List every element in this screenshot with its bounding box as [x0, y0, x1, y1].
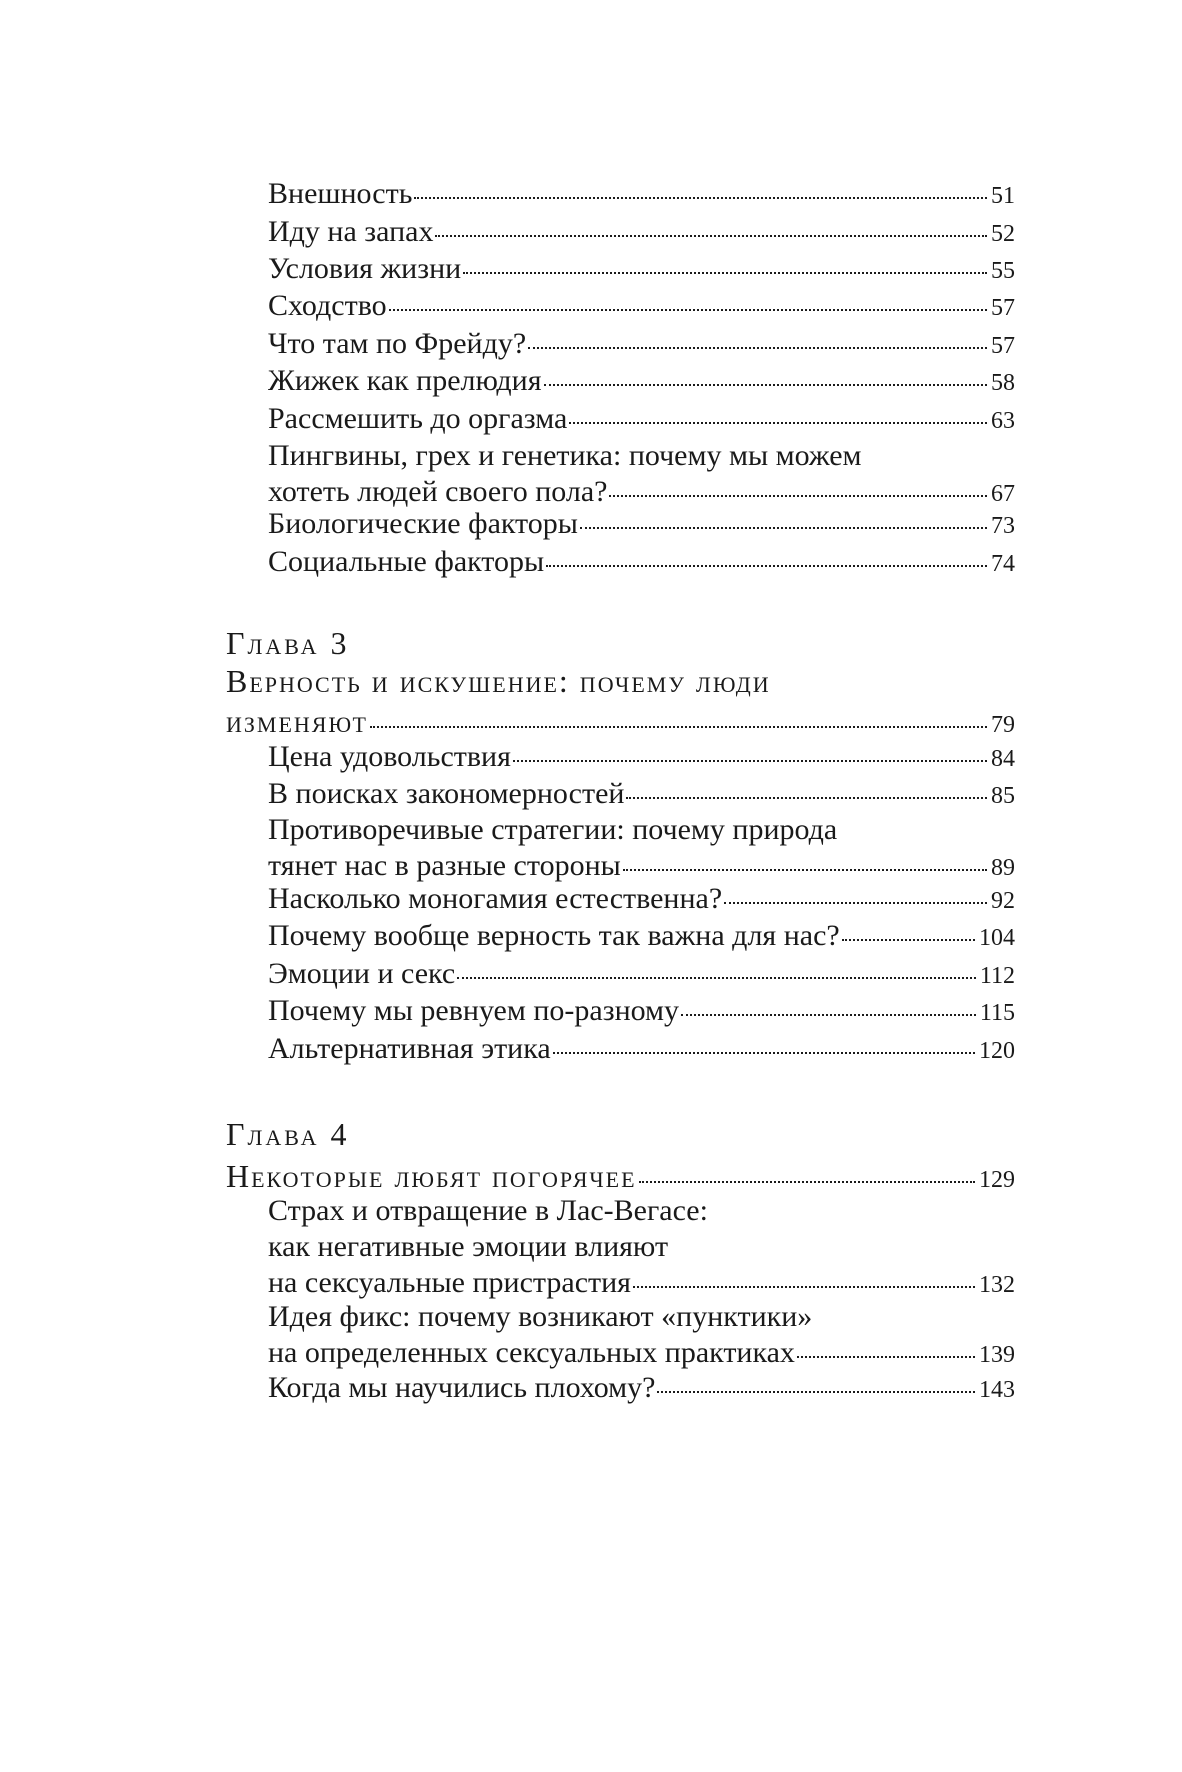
- toc-entry: [268, 881, 1015, 919]
- dot-leader: [414, 197, 987, 199]
- dot-leader: [370, 726, 987, 728]
- dot-leader: [513, 760, 987, 762]
- toc-entry-page: 132: [979, 1272, 1015, 1298]
- toc-entry-page: 67: [991, 481, 1015, 507]
- toc-entry-page: 57: [991, 295, 1015, 321]
- toc-entry-title-line: Пингвины, грех и генетика: почему мы можем: [268, 439, 862, 472]
- dot-leader: [657, 1391, 975, 1393]
- dot-leader: [528, 347, 987, 349]
- toc-entry: [268, 544, 1015, 582]
- toc-entry-page: 73: [991, 513, 1015, 539]
- toc-entry-page: 58: [991, 370, 1015, 396]
- toc-entry-title-line: Противоречивые стратегии: почему природа: [268, 813, 838, 846]
- toc-entry-title: Внешность: [268, 177, 413, 210]
- toc-entry: [268, 401, 1015, 439]
- toc-entry-last-line: [268, 1265, 1015, 1303]
- toc-entry: [268, 956, 1015, 994]
- toc-entry: [268, 776, 1015, 814]
- dot-leader: [633, 1286, 975, 1288]
- toc-entry: [268, 812, 1015, 886]
- toc-entry-page: 112: [979, 963, 1015, 989]
- toc-entry-page: 89: [991, 855, 1015, 881]
- toc-entry: [268, 214, 1015, 252]
- toc-entry-title: Альтернативная этика: [268, 1032, 551, 1065]
- dot-leader: [553, 1052, 975, 1054]
- chapter-title-line: изменяют: [226, 703, 368, 739]
- dot-leader: [681, 1014, 976, 1016]
- toc-entry-page: 120: [979, 1038, 1015, 1064]
- toc-entry: [268, 326, 1015, 364]
- toc-entry-title: Почему мы ревнуем по-разному: [268, 994, 680, 1027]
- toc-entry-title: Социальные факторы: [268, 545, 545, 578]
- toc-entry: [268, 918, 1015, 956]
- toc-entry-title: Условия жизни: [268, 252, 462, 285]
- toc-entry-title-line: Страх и отвращение в Лас-Вегасе:: [268, 1194, 708, 1227]
- dot-leader: [463, 272, 987, 274]
- toc-entry-title: Почему вообще верность так важна для нас?: [268, 919, 840, 952]
- chapter-title-line: Верность и искушение: почему люди: [226, 663, 771, 699]
- toc-entry-title: Биологические факторы: [268, 507, 578, 540]
- dot-leader: [389, 309, 987, 311]
- toc-entry-title: Что там по Фрейду?: [268, 327, 527, 360]
- toc-entry: [268, 1031, 1015, 1069]
- dot-leader: [569, 422, 987, 424]
- toc-entry: [268, 438, 1015, 512]
- toc-entry: [268, 1193, 1015, 1303]
- toc-entry-title: Рассмешить до оргазма: [268, 402, 568, 435]
- toc-entry-last-line: [268, 1335, 1015, 1373]
- toc-entry-page: 104: [979, 925, 1015, 951]
- toc-entry-title: Насколько моногамия естественна?: [268, 882, 723, 915]
- toc-entry-page: 84: [991, 746, 1015, 772]
- toc-entry-title: Жижек как прелюдия: [268, 364, 542, 397]
- toc-entry-page: 63: [991, 408, 1015, 434]
- dot-leader: [457, 977, 976, 979]
- chapter-title: [226, 661, 1015, 745]
- dot-leader: [842, 939, 975, 941]
- chapter-page: 79: [991, 712, 1015, 738]
- toc-entry-page: 57: [991, 333, 1015, 359]
- dot-leader: [626, 797, 987, 799]
- dot-leader: [609, 495, 987, 497]
- toc-entry-page: 143: [979, 1377, 1015, 1403]
- toc-entry: [268, 288, 1015, 326]
- dot-leader: [580, 527, 987, 529]
- dot-leader: [546, 565, 987, 567]
- toc-entry-title-line: хотеть людей своего пола?: [268, 475, 608, 508]
- toc-entry-page: 85: [991, 783, 1015, 809]
- toc-entry-page: 52: [991, 221, 1015, 247]
- toc-entry-title: Иду на запах: [268, 215, 434, 248]
- toc-entry: [268, 1299, 1015, 1373]
- chapter-title-line: Некоторые любят погорячее: [226, 1158, 637, 1194]
- toc-entry-page: 51: [991, 183, 1015, 209]
- toc-entry-page: 55: [991, 258, 1015, 284]
- toc-entry-title: Эмоции и секс: [268, 957, 456, 990]
- toc-entry-title-line: на сексуальные пристрастия: [268, 1266, 631, 1299]
- toc-entry: [268, 739, 1015, 777]
- toc-entry-title-line: на определенных сексуальных практиках: [268, 1336, 795, 1369]
- dot-leader: [724, 902, 987, 904]
- dot-leader: [435, 235, 987, 237]
- toc-entry: [268, 1370, 1015, 1408]
- toc-entry-title: Сходство: [268, 289, 387, 322]
- toc-entry-page: 74: [991, 551, 1015, 577]
- toc-entry-title: Цена удовольствия: [268, 740, 511, 773]
- chapter-page: 129: [979, 1167, 1015, 1193]
- toc-entry-title: Когда мы научились плохому?: [268, 1371, 656, 1404]
- toc-entry: [268, 251, 1015, 289]
- toc-entry: [268, 363, 1015, 401]
- dot-leader: [623, 869, 987, 871]
- chapter-label: Глава 4: [226, 1116, 350, 1152]
- toc-entry-title-line: Идея фикс: почему возникают «пунктики»: [268, 1300, 813, 1333]
- toc-entry: [268, 506, 1015, 544]
- toc-entry-page: 139: [979, 1342, 1015, 1368]
- chapter-label: Глава 3: [226, 625, 350, 661]
- toc-entry-title-line: как негативные эмоции влияют: [268, 1230, 669, 1263]
- dot-leader: [639, 1181, 975, 1183]
- toc-entry: [268, 176, 1015, 214]
- toc-entry-page: 92: [991, 888, 1015, 914]
- toc-entry-title: В поисках закономерностей: [268, 777, 625, 810]
- toc-entry: [268, 993, 1015, 1031]
- toc-entry-title-line: тянет нас в разные стороны: [268, 849, 621, 882]
- toc-entry-page: 115: [979, 1000, 1015, 1026]
- dot-leader: [797, 1356, 975, 1358]
- dot-leader: [544, 384, 987, 386]
